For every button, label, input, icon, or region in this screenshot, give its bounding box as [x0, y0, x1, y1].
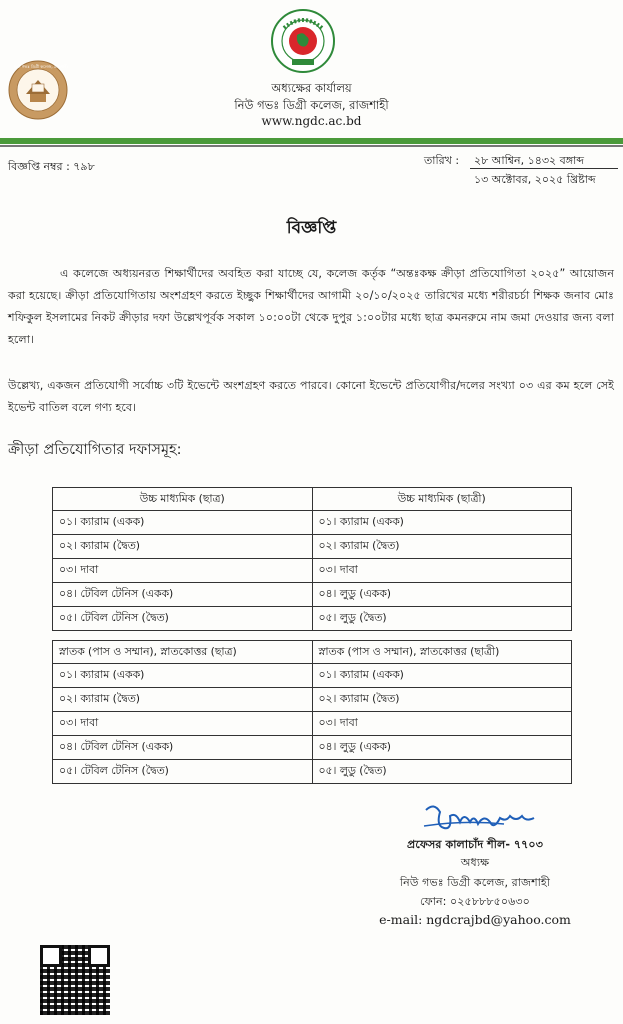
table-cell: ০১। ক্যারাম (একক): [53, 511, 313, 535]
events-heading: ক্রীড়া প্রতিযোগিতার দফাসমূহ:: [8, 442, 182, 458]
header-divider-green: [0, 138, 623, 144]
table-cell: ০৩। দাবা: [53, 559, 313, 583]
table-cell: ০৩। দাবা: [312, 712, 572, 736]
notice-title: বিজ্ঞপ্তি: [286, 218, 337, 238]
date-english: ১৩ অক্টোবর, ২০২৫ খ্রিষ্টাব্দ: [474, 173, 596, 186]
memo-number: বিজ্ঞপ্তি নম্বর : ৭৯৮: [8, 160, 95, 173]
table-cell: ০৪। টেবিল টেনিস (একক): [53, 583, 313, 607]
table-row: [53, 607, 572, 631]
signatory-name: প্রফেসর কালাচাঁদ শীল- ৭৭০৩: [407, 838, 543, 851]
table-cell: ০২। ক্যারাম (দ্বৈত): [53, 688, 313, 712]
signatory-college: নিউ গভঃ ডিগ্রী কলেজ, রাজশাহী: [399, 876, 551, 889]
table-row: [53, 664, 572, 688]
table-cell: ০৫। টেবিল টেনিস (দ্বৈত): [53, 607, 313, 631]
notice-paragraph-1: [8, 263, 614, 351]
table-cell: ০৪। টেবিল টেনিস (একক): [53, 736, 313, 760]
table-row: [53, 760, 572, 784]
table-row: [53, 583, 572, 607]
column-header: উচ্চ মাধ্যমিক (ছাত্রী): [312, 488, 572, 511]
signatory-phone: ফোন: ০২৫৮৮৮৫০৬৩০: [420, 895, 530, 908]
table-cell: ০৪। লুডু (একক): [312, 583, 572, 607]
table-header-row: [53, 641, 572, 664]
date-underline: [470, 168, 618, 169]
table-row: [53, 559, 572, 583]
events-table-hsc: [52, 487, 572, 631]
office-name: অধ্যক্ষের কার্যালয়: [271, 81, 352, 95]
college-name: নিউ গভঃ ডিগ্রী কলেজ, রাজশাহী: [234, 98, 389, 112]
table-row: [53, 535, 572, 559]
column-header: স্নাতক (পাস ও সম্মান), স্নাতকোত্তর (ছাত্রী): [312, 641, 572, 664]
table-cell: ০৩। দাবা: [53, 712, 313, 736]
events-table-degree: [52, 640, 572, 784]
table-row: [53, 712, 572, 736]
table-cell: ০২। ক্যারাম (দ্বৈত): [53, 535, 313, 559]
college-logo-text: নিউ গভঃ ডিগ্রী কলেজ, রাজশাহী: [14, 64, 68, 69]
column-header: উচ্চ মাধ্যমিক (ছাত্র): [53, 488, 313, 511]
table-cell: ০২। ক্যারাম (দ্বৈত): [312, 535, 572, 559]
seal-top-text: [340, 4, 349, 5]
table-cell: ০১। ক্যারাম (একক): [312, 511, 572, 535]
date-label: তারিখ :: [424, 154, 460, 167]
table-row: [53, 688, 572, 712]
table-cell: ০১। ক্যারাম (একক): [312, 664, 572, 688]
notice-paragraph-2: উল্লেখ্য, একজন প্রতিযোগী সর্বোচ্চ ৩টি ইভেন্টে অংশগ্রহণ করতে পারবে। কোনো ইভেন্টে প্রতিযোগীর/দলের সংখ্যা ০৩ এর কম হলে সেই ইভেন্ট বাতিল বলে গণ্য হবে।: [8, 379, 614, 414]
column-header: স্নাতক (পাস ও সম্মান), স্নাতকোত্তর (ছাত্র): [53, 641, 313, 664]
table-cell: ০৫। লুডু (দ্বৈত): [312, 760, 572, 784]
signatory-designation: অধ্যক্ষ: [460, 856, 490, 869]
date-bangla: ২৮ আশ্বিন, ১৪৩২ বঙ্গাব্দ: [474, 154, 585, 167]
table-cell: ০১। ক্যারাম (একক): [53, 664, 313, 688]
handwritten-signature-icon: [420, 800, 550, 836]
header-divider-gray: [0, 145, 623, 147]
notice-paragraph-1-text: এ কলেজে অধ্যয়নরত শিক্ষার্থীদের অবহিত করা যাচ্ছে যে, কলেজ কর্তৃক “অন্তঃকক্ষ ক্রীড়া প্রতিযোগিতা ২০২৫” আয়োজন করা হয়েছে। ক্রীড়া প্রতিযোগিতায় অংশগ্রহণ করতে ইচ্ছুক শিক্ষার্থীদের আগামী ২০/১০/২০২৫ তারিখের মধ্যে শরীরচর্চা শিক্ষক জনাব মোঃ শফিকুল ইসলামের নিকট ক্রীড়ার দফা উল্লেখপূর্বক সকাল ১০:০০টা থেকে দুপুর ১:০০টার মধ্যে ছাত্র কমনরুমে নাম জমা দেওয়ার জন্য বলা হলো।: [8, 267, 614, 346]
table-cell: ০৩। দাবা: [312, 559, 572, 583]
table-cell: ০৫। টেবিল টেনিস (দ্বৈত): [53, 760, 313, 784]
table-row: [53, 736, 572, 760]
table-row: [53, 511, 572, 535]
qr-code-icon: [40, 945, 110, 1015]
signatory-email[interactable]: e-mail: ngdcrajbd@yahoo.com: [379, 912, 571, 927]
seal-bottom-text: সরকার: [291, 64, 308, 71]
table-cell: ০২। ক্যারাম (দ্বৈত): [312, 688, 572, 712]
table-header-row: [53, 488, 572, 511]
table-cell: ০৫। লুডু (দ্বৈত): [312, 607, 572, 631]
website-link[interactable]: www.ngdc.ac.bd: [261, 114, 362, 128]
table-cell: ০৪। লুডু (একক): [312, 736, 572, 760]
